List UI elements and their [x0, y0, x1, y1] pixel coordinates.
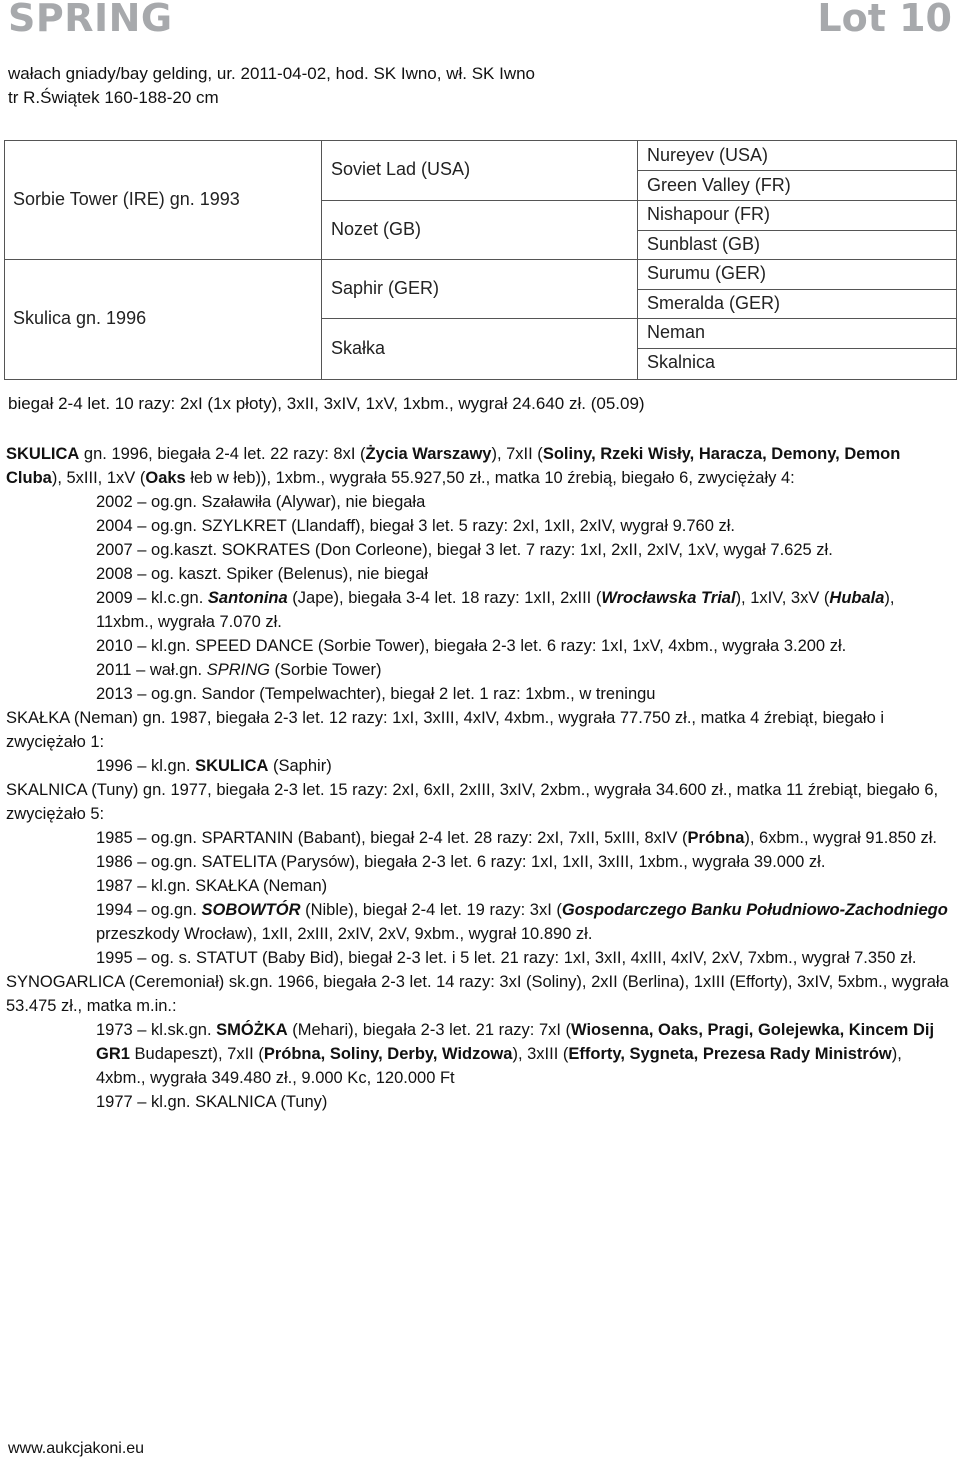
offspring-line: 2007 – og.kaszt. SOKRATES (Don Corleone), biegał 3 let. 7 razy: 1xI, 2xII, 2xIV, 1xV, wygał 7.625 zł. — [96, 541, 833, 559]
description-line-1: wałach gniady/bay gelding, ur. 2011-04-02, hod. SK Iwno, wł. SK Iwno — [8, 64, 536, 83]
race-record: biegał 2-4 let. 10 razy: 2xI (1x płoty), 3xII, 3xIV, 1xV, 1xbm., wygrał 24.640 zł. (05.09) — [8, 394, 645, 413]
pedigree-grandparent: Soviet Lad (USA) — [331, 159, 471, 179]
pedigree-grandparent: Skałka — [331, 338, 386, 358]
pedigree-great-grandparent: Nishapour (FR) — [647, 204, 771, 224]
fourth-dam-paragraph: SYNOGARLICA (Ceremoniał) sk.gn. 1966, biegała 2-3 let. 14 razy: 3xI (Soliny), 2xII (Berlina), 1xIII (Efforty), 3xIV, 5xbm., wygrała 53.475 zł., matka m.in.: — [6, 973, 949, 1015]
offspring-line: 2008 – og. kaszt. Spiker (Belenus), nie biegał — [96, 565, 429, 583]
family-text — [6, 442, 952, 1114]
pedigree-great-grandparent: Smeralda (GER) — [647, 293, 781, 313]
granddam-paragraph: SKAŁKA (Neman) gn. 1987, biegała 2-3 let. 12 razy: 1xI, 3xIII, 4xIV, 4xbm., wygrała 77.750 zł., matka 4 źrebiąt, biegało i zwyciężało 1: — [6, 709, 885, 751]
horse-name: SPRING — [8, 0, 173, 40]
pedigree-grandparent: Nozet (GB) — [331, 219, 422, 239]
offspring-line: 1977 – kl.gn. SKALNICA (Tuny) — [96, 1093, 328, 1111]
third-dam-paragraph: SKALNICA (Tuny) gn. 1977, biegała 2-3 let. 15 razy: 2xI, 6xII, 2xIII, 3xIV, 2xbm., wygrała 34.600 zł., matka 11 źrebiąt, biegało 6, zwyciężało 5: — [6, 781, 939, 823]
offspring-line: 2009 – kl.c.gn. Santonina (Jape), biegała 3-4 let. 18 razy: 1xII, 2xIII (Wrocławska Trial), 1xIV, 3xV (Hubala), 11xbm., wygrała 7.070 zł. — [96, 589, 895, 631]
pedigree-great-grandparent: Green Valley (FR) — [647, 175, 791, 195]
offspring-line: 1995 – og. s. STATUT (Baby Bid), biegał 2-3 let. i 5 let. 21 razy: 1xI, 3xII, 4xIII, 4xIV, 2xV, 7xbm., wygrał 7.350 zł. — [96, 949, 917, 967]
offspring-line: 1996 – kl.gn. SKULICA (Saphir) — [96, 757, 332, 775]
offspring-line: 1994 – og.gn. SOBOWTÓR (Nible), biegał 2-4 let. 19 razy: 3xI (Gospodarczego Banku Południowo-Zachodniego przeszkody Wrocław), 1xII, 2xIII, 2xIV, 2xV, 9xbm., wygrał 10.890 zł. — [96, 901, 948, 943]
pedigree-sire: Sorbie Tower (IRE) gn. 1993 — [13, 189, 240, 209]
offspring-line: 2010 – kl.gn. SPEED DANCE (Sorbie Tower), biegała 2-3 let. 6 razy: 1xI, 1xV, 4xbm., wygrała 3.200 zł. — [96, 637, 847, 655]
lot-number: Lot 10 — [817, 0, 952, 40]
offspring-line: 1987 – kl.gn. SKAŁKA (Neman) — [96, 877, 328, 895]
pedigree-grandparent: Saphir (GER) — [331, 278, 440, 298]
pedigree-great-grandparent: Surumu (GER) — [647, 263, 767, 283]
offspring-line: 2013 – og.gn. Sandor (Tempelwachter), biegał 2 let. 1 raz: 1xbm., w treningu — [96, 685, 656, 703]
dam-paragraph: SKULICA gn. 1996, biegała 2-4 let. 22 razy: 8xI (Życia Warszawy), 7xII (Soliny, Rzeki Wisły, Haracza, Demony, Demon Cluba), 5xIII, 1xV (Oaks łeb w łeb)), 1xbm., wygrała 55.927,50 zł., matka 10 źrebią, biegało 6, zwyciężały 4: — [6, 445, 901, 487]
pedigree-table — [4, 140, 957, 380]
description-line-2: tr R.Świątek 160-188-20 cm — [8, 88, 219, 107]
offspring-line: 1986 – og.gn. SATELITA (Parysów), biegała 2-3 let. 6 razy: 1xI, 1xII, 3xIII, 1xbm., wygrała 39.000 zł. — [96, 853, 826, 871]
offspring-line: 1973 – kl.sk.gn. SMÓŻKA (Mehari), biegała 2-3 let. 21 razy: 7xI (Wiosenna, Oaks, Pragi, Golejewka, Kincem Dij GR1 Budapeszt), 7xII (Próbna, Soliny, Derby, Widzowa), 3xIII (Efforty, Sygneta, Prezesa Rady Ministrów), 4xbm., wygrała 349.480 zł., 9.000 Kc, 120.000 Ft — [96, 1021, 935, 1087]
pedigree-great-grandparent: Nureyev (USA) — [647, 145, 769, 165]
offspring-line: 1985 – og.gn. SPARTANIN (Babant), biegał 2-4 let. 28 razy: 2xI, 7xII, 5xIII, 8xIV (Próbna), 6xbm., wygrał 91.850 zł. — [96, 829, 937, 847]
pedigree-great-grandparent: Neman — [647, 322, 706, 342]
offspring-line: 2002 – og.gn. Szaławiła (Alywar), nie biegała — [96, 493, 426, 511]
offspring-line: 2011 – wał.gn. SPRING (Sorbie Tower) — [96, 661, 382, 679]
horse-description — [8, 62, 648, 110]
pedigree-great-grandparent: Sunblast (GB) — [647, 234, 761, 254]
offspring-line: 2004 – og.gn. SZYLKRET (Llandaff), biegał 3 let. 5 razy: 2xI, 1xII, 2xIV, wygrał 9.760 zł. — [96, 517, 735, 535]
header — [0, 0, 960, 40]
footer-url[interactable]: www.aukcjakoni.eu — [8, 1440, 145, 1457]
pedigree-dam: Skulica gn. 1996 — [13, 308, 147, 328]
pedigree-great-grandparent: Skalnica — [647, 352, 716, 372]
